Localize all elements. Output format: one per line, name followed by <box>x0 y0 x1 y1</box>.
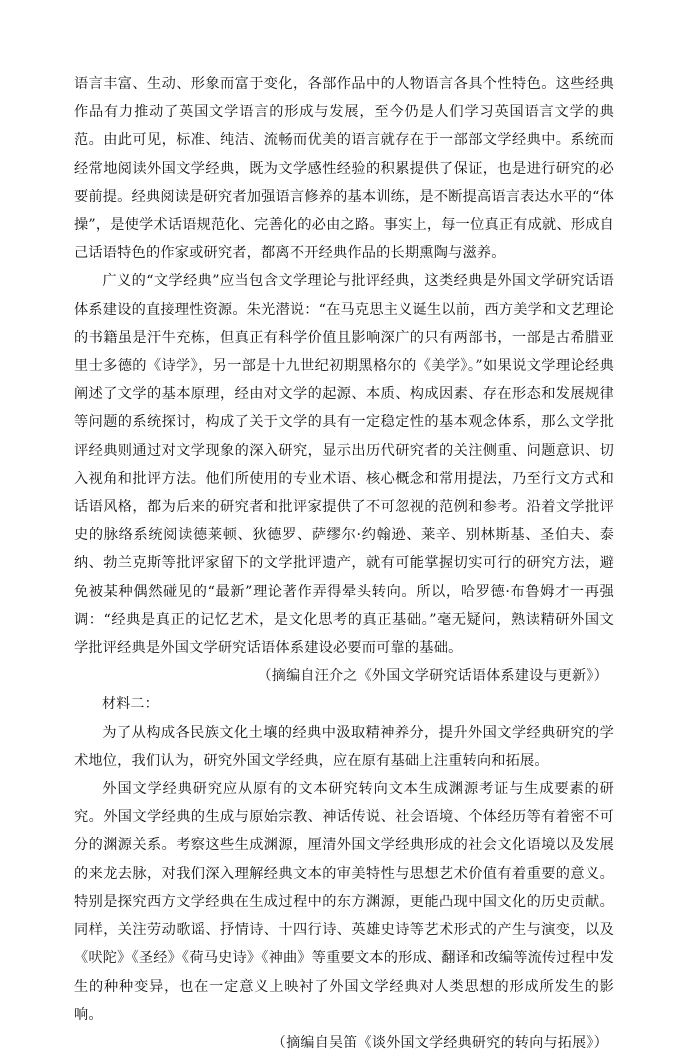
material-two-source: （摘编自吴笛《谈外国文学经典研究的转向与拓展》） <box>271 1034 608 1051</box>
material-two-heading: 材料二： <box>102 696 159 713</box>
material-two-paragraph-1: 为了从构成各民族文化土壤的经典中汲取精神养分，提升外国文学经典研究的学术地位，我们认为，研究外国文学经典，应在原有基础上注重转向和拓展。 <box>74 724 614 769</box>
material-one-source: （摘编自汪介之《外国文学研究话语体系建设与更新》） <box>257 668 608 685</box>
document-page <box>74 70 614 1057</box>
material-two-paragraph-2: 外国文学经典研究应从原有的文本研究转向文本生成渊源考证与生成要素的研究。外国文学经典的生成与原始宗教、神话传说、社会语境、个体经历等有着密不可分的渊源关系。考察这些生成渊源，厘清外国文学经典形成的社会文化语境以及发展的来龙去脉，对我们深入理解经典文本的审美特性与思想艺术价值有着重要的意义。特别是探究西方文学经典在生成过程中的东方渊源，更能凸现中国文化的历史贡献。同样，关注劳动歌谣、抒情诗、十四行诗、英雄史诗等艺术形式的产生与演变，以及《吠陀》《圣经》《荷马史诗》《神曲》等重要文本的形成、翻译和改编等流传过程中发生的种种变异，也在一定意义上映衬了外国文学经典对人类思想的形成所发生的影响。 <box>74 781 614 1023</box>
material-one-paragraph-1: 语言丰富、生动、形象而富于变化，各部作品中的人物语言各具个性特色。这些经典作品有力推动了英国文学语言的形成与发展，至今仍是人们学习英国语言文学的典范。由此可见，标准、纯洁、流畅而优美的语言就存在于一部部文学经典中。系统而经常地阅读外国文学经典，既为文学感性经验的积累提供了保证，也是进行研究的必要前提。经典阅读是研究者加强语言修养的基本训练，是不断提高语言表达水平的“体操”，是使学术话语规范化、完善化的必由之路。事实上，每一位真正有成就、形成自己话语特色的作家或研究者，都离不开经典作品的长期熏陶与滋养。 <box>74 76 614 262</box>
material-one-paragraph-2: 广义的“文学经典”应当包含文学理论与批评经典，这类经典是外国文学研究话语体系建设的直接理性资源。朱光潜说：“在马克思主义诞生以前，西方美学和文艺理论的书籍虽是汗牛充栋，但真正有科学价值且影响深广的只有两部书，一部是古希腊亚里士多德的《诗学》，另一部是十九世纪初期黑格尔的《美学》。”如果说文学理论经典阐述了文学的基本原理，经由对文学的起源、本质、构成因素、存在形态和发展规律等问题的系统探讨，构成了关于文学的具有一定稳定性的基本观念体系，那么文学批评经典则通过对文学现象的深入研究，显示出历代研究者的关注侧重、问题意识、切入视角和批评方法。他们所使用的专业术语、核心概念和常用提法，乃至行文方式和话语风格，都为后来的研究者和批评家提供了不可忽视的范例和参考。沿着文学批评史的脉络系统阅读德莱顿、狄德罗、萨缪尔·约翰逊、莱辛、别林斯基、圣伯夫、泰纳、勃兰克斯等批评家留下的文学批评遗产，就有可能掌握切实可行的研究方法，避免被某种偶然碰见的“最新”理论著作弄得晕头转向。所以，哈罗德·布鲁姆才一再强调：“经典是真正的记忆艺术，是文化思考的真正基础。”毫无疑问，熟读精研外国文学批评经典是外国文学研究话语体系建设必要而可靠的基础。 <box>74 273 614 657</box>
